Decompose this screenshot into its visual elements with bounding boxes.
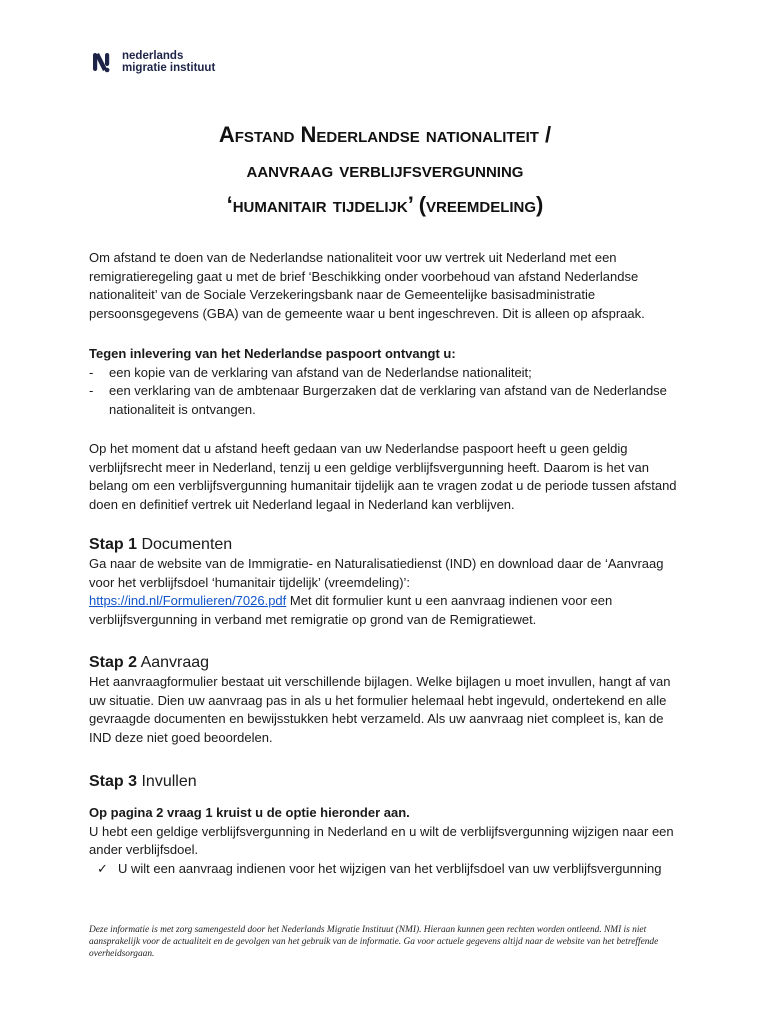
validity-paragraph: Op het moment dat u afstand heeft gedaan van uw Nederlandse paspoort heeft u geen geldig verblijfsrecht meer in Nederland, tenzij u een geldige verblijfsvergunning heeft. Daarom is het van belang om een verblijfsvergunning humanitair tijdelijk aan te vragen zodat u de periode tussen afstand doen en definitief vertrek uit Nederland legaal in Nederland kan verblijven. xyxy=(89,441,677,512)
logo-line-2: migratie instituut xyxy=(122,62,216,74)
step-2-title: Aanvraag xyxy=(140,654,210,671)
checkmark-icon: ✓ xyxy=(97,860,108,876)
step-3-heading xyxy=(89,772,689,792)
step-2-heading xyxy=(89,653,689,673)
logo-text xyxy=(122,50,215,74)
footer-disclaimer: Deze informatie is met zorg samengesteld door het Nederlands Migratie Instituut (NMI). Hieraan kunnen geen rechten worden ontleend. NMI is niet aansprakelijk voor de actualiteit en de gevolgen van het gebruik van de informatie. Ga voor actuele gegevens altijd naar de website van het betreffende overheidsorgaan. xyxy=(89,925,659,959)
logo-line-1: nederlands xyxy=(122,50,184,62)
step-3-instruction: Op pagina 2 vraag 1 kruist u de optie hieronder aan. xyxy=(89,805,410,820)
step-1-heading xyxy=(89,535,689,555)
step-1-title: Documenten xyxy=(141,536,233,553)
step-3-title: Invullen xyxy=(141,773,197,790)
page-title xyxy=(60,117,710,222)
step-1-text xyxy=(89,555,689,629)
step-3-text: U hebt een geldige verblijfsvergunning in Nederland en u wilt de verblijfsvergunning wijzigen naar een ander verblijfsdoel. xyxy=(89,823,674,858)
intro-section xyxy=(89,249,689,323)
passport-heading: Tegen inlevering van het Nederlandse paspoort ontvangt u: xyxy=(89,346,456,361)
step-1-text-before: Ga naar de website van de Immigratie- en Naturalisatiedienst (IND) en download daar de ‘Aanvraag voor het verblijfsdoel ‘humanitair tijdelijk’ (vreemdeling)’: xyxy=(89,556,664,590)
step-3-section xyxy=(89,772,689,878)
check-item xyxy=(89,860,689,879)
step-3-number: Stap 3 xyxy=(89,773,138,790)
list-item: - een verklaring van de ambtenaar Burgerzaken dat de verklaring van afstand van de Nederlandse nationaliteit is ontvangen. xyxy=(89,382,689,419)
step-2-section xyxy=(89,653,689,747)
validity-section xyxy=(89,440,689,514)
list-item: - een kopie van de verklaring van afstand van de Nederlandse nationaliteit; xyxy=(89,364,689,383)
step-1-section xyxy=(89,535,689,629)
nmi-logo-mark-icon xyxy=(92,50,116,74)
title-line-2: aanvraag verblijfsvergunning xyxy=(246,157,524,182)
title-line-3: ‘humanitair tijdelijk’ (vreemdeling) xyxy=(226,192,544,217)
passport-section xyxy=(89,345,689,419)
nmi-logo xyxy=(92,50,215,74)
step-1-number: Stap 1 xyxy=(89,536,138,553)
step-1-text-after: Met dit formulier kunt u een aanvraag indienen voor een verblijfsvergunning in verband met remigratie op grond van de Remigratiewet. xyxy=(89,593,613,627)
intro-paragraph: Om afstand te doen van de Nederlandse nationaliteit voor uw vertrek uit Nederland met een remigratieregeling gaat u met de brief ‘Beschikking onder voorbehoud van afstand Nederlandse nationaliteit’ van de Sociale Verzekeringsbank naar de Gemeentelijke basisadministratie persoonsgegevens (GBA) van de gemeente waar u bent ingeschreven. Dit is alleen op afspraak. xyxy=(89,250,645,321)
passport-list xyxy=(89,364,689,420)
title-line-1: Afstand Nederlandse nationaliteit / xyxy=(218,122,552,147)
step-2-number: Stap 2 xyxy=(89,654,138,671)
form-link[interactable]: https://ind.nl/Formulieren/7026.pdf xyxy=(89,593,287,609)
check-item-text: U wilt een aanvraag indienen voor het wijzigen van het verblijfsdoel van uw verblijfsvergunning xyxy=(118,860,662,876)
step-2-text: Het aanvraagformulier bestaat uit verschillende bijlagen. Welke bijlagen u moet invullen, hangt af van uw situatie. Dien uw aanvraag pas in als u het formulier helemaal hebt ingevuld, ondertekend en alle gevraagde documenten en bewijsstukken hebt verzameld. Als uw aanvraag niet compleet is, kan de IND deze niet goed beoordelen. xyxy=(89,674,671,745)
